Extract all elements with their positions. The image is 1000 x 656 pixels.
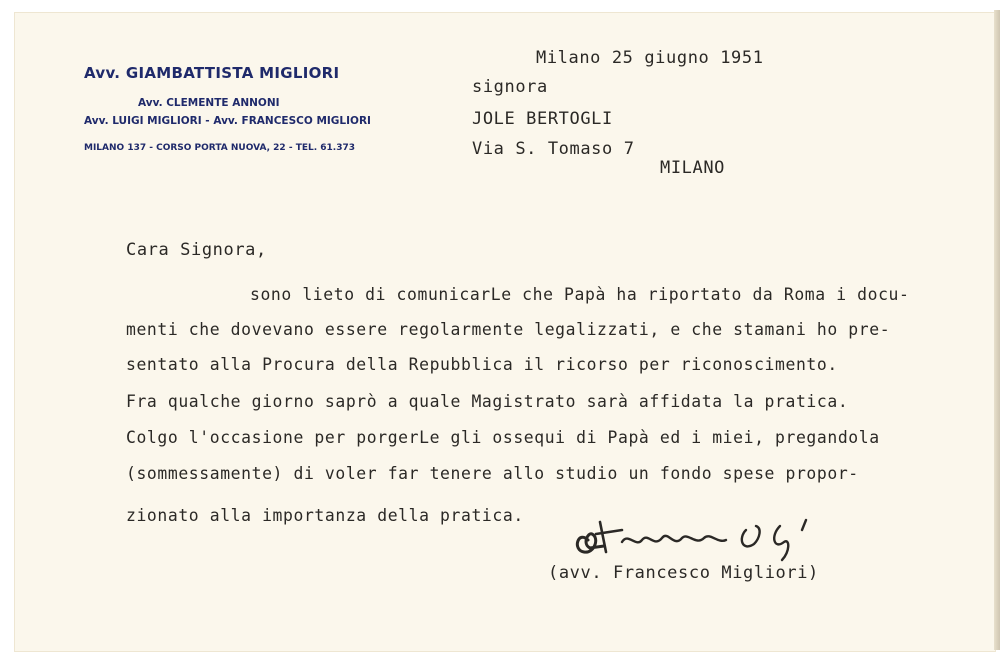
letter-date: Milano 25 giugno 1951 [536, 48, 764, 68]
body-line-4: Fra qualche giorno saprò a quale Magistrato sarà affidata la pratica. [126, 392, 849, 411]
body-line-7: zionato alla importanza della pratica. [126, 506, 524, 525]
salutation: Cara Signora, [126, 240, 267, 260]
handwritten-signature [570, 508, 840, 568]
recipient-street: Via S. Tomaso 7 [472, 139, 635, 159]
body-line-3: sentato alla Procura della Repubblica il ricorso per riconoscimento. [126, 355, 838, 374]
recipient-title: signora [472, 77, 548, 97]
body-line-1: sono lieto di comunicarLe che Papà ha riportato da Roma i docu- [250, 285, 910, 304]
body-line-2: menti che dovevano essere regolarmente legalizzati, e che stamani ho pre- [126, 320, 891, 339]
letterhead-address: MILANO 137 - CORSO PORTA NUOVA, 22 - TEL. 61.373 [84, 143, 355, 153]
letterhead-line2: Avv. CLEMENTE ANNONI [138, 97, 280, 109]
body-line-6: (sommessamente) di voler far tenere allo studio un fondo spese propor- [126, 464, 859, 483]
recipient-name: JOLE BERTOGLI [472, 109, 613, 129]
body-line-5: Colgo l'occasione per porgerLe gli ossequi di Papà ed i miei, pregandola [126, 428, 880, 447]
paper-edge [994, 10, 1000, 650]
letterhead-name: Avv. GIAMBATTISTA MIGLIORI [84, 64, 340, 82]
letterhead-line3: Avv. LUIGI MIGLIORI - Avv. FRANCESCO MIGLIORI [84, 115, 371, 127]
recipient-city: MILANO [660, 158, 726, 178]
signature-name: (avv. Francesco Migliori) [548, 563, 819, 583]
